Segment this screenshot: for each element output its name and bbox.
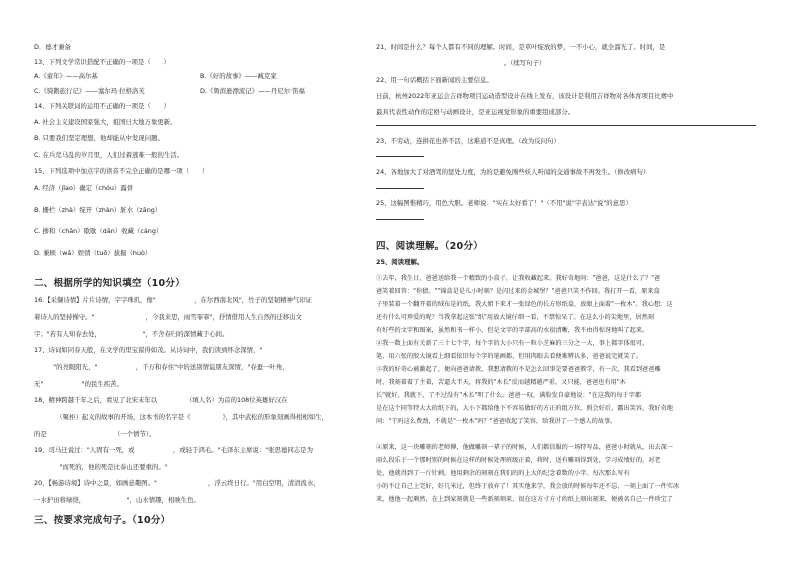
- q22-stem: 22、用一句话概括下面新闻的主要信息。: [376, 76, 493, 84]
- story-line: ④原来，这一块雕刻的老师傅，他做雕刻一辈子的时候，人们都信服的一场特写品，爸爸小时就从，出去深一: [376, 444, 673, 451]
- reading-title: 25、阅读理解。: [376, 258, 424, 266]
- story-line: ②我一数上面有关新了三十七个字，每个字的大小只有一粒小芝麻的三分之一大，事上都字体很可，: [376, 340, 649, 347]
- q13-option-a: A.《童年》——高尔基: [34, 72, 98, 80]
- q22-news-1: 日前，杭州2022年亚运会吉祥物项目运动造型设计在线上发布，该设计是利用吉祥物对各体育项目比赛中: [376, 92, 674, 100]
- q13-option-d: D.《鲁滨逊漂流记》——丹尼尔·笛福: [200, 87, 305, 95]
- q23-stem: 23、不劳动，连拼花也养不活，这难道不是真理。（改为反问句）: [376, 137, 560, 145]
- q17-line-3: 无" "的民生疾苦。: [34, 380, 123, 388]
- q19-line-2: "而死的，他的死是比泰山还要重的。": [34, 463, 168, 471]
- q13-option-b: B.《好的故事》——臧克家: [200, 72, 277, 80]
- story-line: 处，他就得到了一斤针刺，他用剩余的刻刻在我们的的上大的纪念着数的小字。每次那么写有: [376, 470, 630, 477]
- story-line: 还有什么可珍爱的呢？当我拿起这张"纸"用放大镜仔细一看，不禁惊呆了。在这么小的尖地里，居然刻: [376, 314, 654, 321]
- story-line: 笔，用六张的胶大镜看上细看依旧每个字的笔画都，但用肉眼去看便难辨认多，爸爸说完就笑了。: [376, 353, 643, 360]
- q15-option-c: C. 掺和（chān）歇歇（dān）收藏（cáng）: [34, 227, 163, 235]
- q15-option-d: D. 兼顾（wā）娱情（tuō）拔掘（huò）: [34, 249, 152, 257]
- story-line: 是在这个同等特大大的纸下的，大小下都给他下不容易做好的方正的组方位，照会好后，露出笑容，我好奇地: [376, 405, 673, 412]
- q18-line-2: （聚柜）起义的故事的开场，这本书的名字是《 》，其中武松的形象刻画得相相如生，: [34, 413, 328, 421]
- q19-line-1: 19、司马迁说过："人固有一死，或 ，或轻于鸿毛。"毛泽东主席说："张思德同志是为: [34, 446, 313, 454]
- q14-option-a: A. 社会主义建设国家强大，祖国日大地万象更新。: [34, 118, 177, 126]
- q25-stem: 25、这幅图惟精巧，用色大胆。老师说："实在太好看了！"（不用"说"字表达"说"的意思）: [376, 199, 632, 207]
- q22-answer-line: [376, 125, 756, 126]
- q23-answer-line: [376, 156, 424, 157]
- q18-line-1: 18、精神跨越千年之后，看见了北宋末年以 （填人名）为首的108位英雄好汉在: [34, 396, 288, 404]
- q20-line-2: 一水护田将绿绕， "，山水情趣，相映生色。: [34, 496, 200, 504]
- q13-option-c: C.《骑鹅旅行记》——塞尔玛·拉格洛芙: [34, 87, 145, 95]
- story-line: 子里装着一个翻开着的绒布是的纸，我大姐下来才一张绿色的长方形纸盒，放眼上面着"一枚木"。我心想：这: [376, 301, 673, 308]
- q16-line-2: 着诗人的坚持操守。" ，今我来思，雨雪霏霏"，抒情借用人生自然的迁移出文: [34, 313, 302, 321]
- q13-stem: 13、下列文学常识搭配不正确的一项是（ ）: [34, 58, 170, 66]
- q16-line-3: 字；"若有人知春去处， "，不舍春归的深情藏于心间。: [34, 330, 229, 338]
- q12-option-d: D．德才兼备: [34, 43, 71, 51]
- q15-option-a: A. 经济（jǐao）确定（chóu）露骨: [34, 184, 134, 192]
- q14-stem: 14、下列关联词的运用不正确的一项是（ ）: [34, 102, 170, 110]
- section-4-heading: 四、阅读理解。（20分）: [376, 241, 484, 252]
- section-3-heading: 三、按要求完成句子。（10分）: [34, 515, 171, 526]
- q17-line-2: "的亮眼阳光，" ，千万和春住"中的送别情谊朋友深情，"春蚕一叶角，: [34, 363, 289, 371]
- story-line: 问："干吗这么费劲，不就是"一枚木"吗？"爸爸收起了笑容，给我讲了一个感人的故事。: [376, 418, 617, 425]
- story-line: ①去年，我生日，爸爸送给我一个精致的小盒子，让我收藏起来。我好奇地问："爸爸，这是什么了？"爸: [376, 275, 661, 282]
- story-line: 时，我刻着着了主着，苦逼大半天，将我的"木长"反而越精越严重，又只能，爸爸也有用"木: [376, 379, 626, 386]
- story-line: 有好些的文字和图案，虽然和书一样小，但是文字的字部高的水很清晰，我不由得惊讶地叫了起来。: [376, 327, 649, 334]
- q15-stem: 15、下列选项中加点字的读音不完全正确的是哪一项（ ）: [34, 167, 209, 175]
- q21-line-2: 。（续写句子）: [376, 59, 546, 67]
- q25-answer-line: [376, 219, 424, 220]
- q21-line-1: 21、时间是什么？每个人都有不同的理解。时间，是草叶绽放的梦，一不小心，就全溜光了。时间，是: [376, 43, 666, 51]
- q24-stem: 24、各地加大了对酒驾的惩处力度，为的是避免刚些妖人听闻的交通事故不再发生。（修改病句）: [376, 168, 650, 176]
- story-line: 来，他他一起剩然，在上到家刻就是一些新刻刻来，很在这方寸方寸的纸上刻出刻来，便被名自己一件珍宝了: [376, 496, 673, 503]
- q14-option-b: B. 只要我们坚定理想，他却能从中发现问题。: [34, 134, 164, 142]
- q17-line-1: 17、诗词如同春天般，在文学的里宝留得如茂。从诗词中，我们读到怀念深情，": [34, 346, 308, 354]
- section-2-heading: 二、根据所学的知识填空（10分）: [34, 278, 186, 289]
- q18-line-3: 的是 （一个情节）。: [34, 430, 156, 438]
- q24-answer-line: [376, 188, 424, 189]
- story-line: 爸笑着回答："你猜。""锦盒是是儿小时刻？是闪过来的金城堡？"爸爸只笑不作回。我打开一看，原来盒: [376, 288, 660, 295]
- q22-news-2: 最具代表性动作的定格与动画设计，是亚运视觉形象的重要组成部分。: [376, 108, 575, 116]
- story-line: 小的不让自己上完好，好几米过，但终于放弃了！其实他来学，我会放的时候每年还不忘，一刻上面了一件实冰: [376, 483, 680, 490]
- q16-line-1: 16.【采撷诗情】片片诗情，字字珠玑，像" ，在尔西南北风"，竹子的坚韧精神气印证: [34, 296, 313, 304]
- story-line: 长"就好，我就下，了不过没有"木长"明了什么。爸爸一叹，满脸发自豪地说："在这我的每于字都: [376, 392, 642, 399]
- q20-line-1: 20、【畅游诗境】诗中之景，如画意趣图。" ，浮云终日行。"用白空明，清清流水，: [34, 479, 320, 487]
- story-line: 雨么段乐于一个那时别的时候在这样的时候处理班级正着，将时，送有雕刻得到处，学习成绩好的，对老: [376, 457, 661, 464]
- q15-option-b: B. 栅栏（zhà）绽开（zhàn）脏水（zāng）: [34, 206, 162, 214]
- story-line: ③我的好奇心被激起了，便向爸爸请教，我想请教的不是怎么回事是要爸爸教学，有一次，我看到爸爸雕: [376, 366, 661, 373]
- q14-option-c: C. 在兵荒马乱的岁月里，人们过着逃难一般的生活。: [34, 151, 184, 159]
